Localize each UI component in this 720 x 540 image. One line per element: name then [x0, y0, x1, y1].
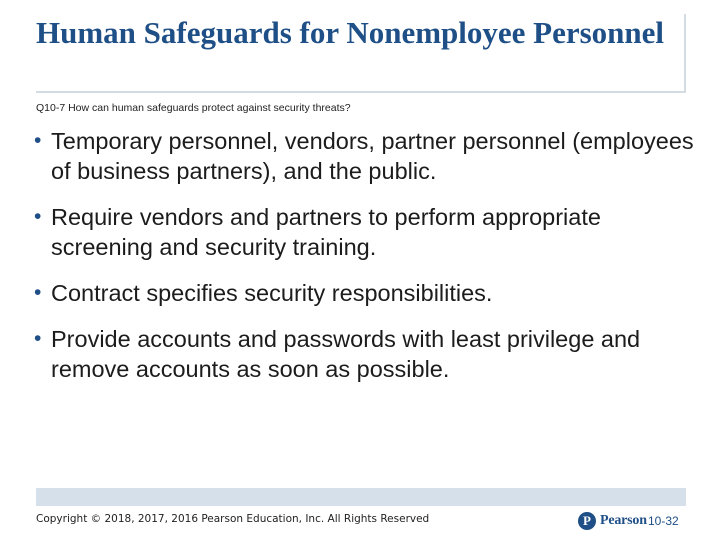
pearson-logo [578, 510, 647, 532]
bullet-item [34, 126, 699, 186]
bullet-item [34, 278, 699, 308]
title-frame-right-rule [684, 14, 686, 92]
bullet-item [34, 202, 699, 262]
copyright-notice: Copyright © 2018, 2017, 2016 Pearson Education, Inc. All Rights Reserved [36, 513, 430, 525]
bullet-text: Contract specifies security responsibilities. [51, 280, 493, 306]
bullet-text: Require vendors and partners to perform appropriate screening and security training. [51, 204, 601, 260]
footer-band [36, 488, 686, 506]
bullet-marker: • [34, 205, 42, 228]
bullet-list [34, 126, 699, 384]
learning-question: Q10-7 How can human safeguards protect against security threats? [36, 102, 351, 114]
bullet-item [34, 324, 699, 384]
bullet-text: Provide accounts and passwords with least privilege and remove accounts as soon as possible. [51, 326, 641, 382]
pearson-logo-text: Pearson [600, 513, 647, 528]
bullet-text: Temporary personnel, vendors, partner personnel (employees of business partners), and the public. [51, 128, 694, 184]
bullet-marker: • [34, 281, 42, 304]
slide-title: Human Safeguards for Nonemployee Personnel [36, 15, 665, 50]
bullet-marker: • [34, 129, 42, 152]
page-number: 10-32 [648, 514, 679, 528]
pearson-p-icon: P [578, 512, 596, 530]
title-frame-bottom-rule [36, 91, 686, 93]
bullet-marker: • [34, 327, 42, 350]
